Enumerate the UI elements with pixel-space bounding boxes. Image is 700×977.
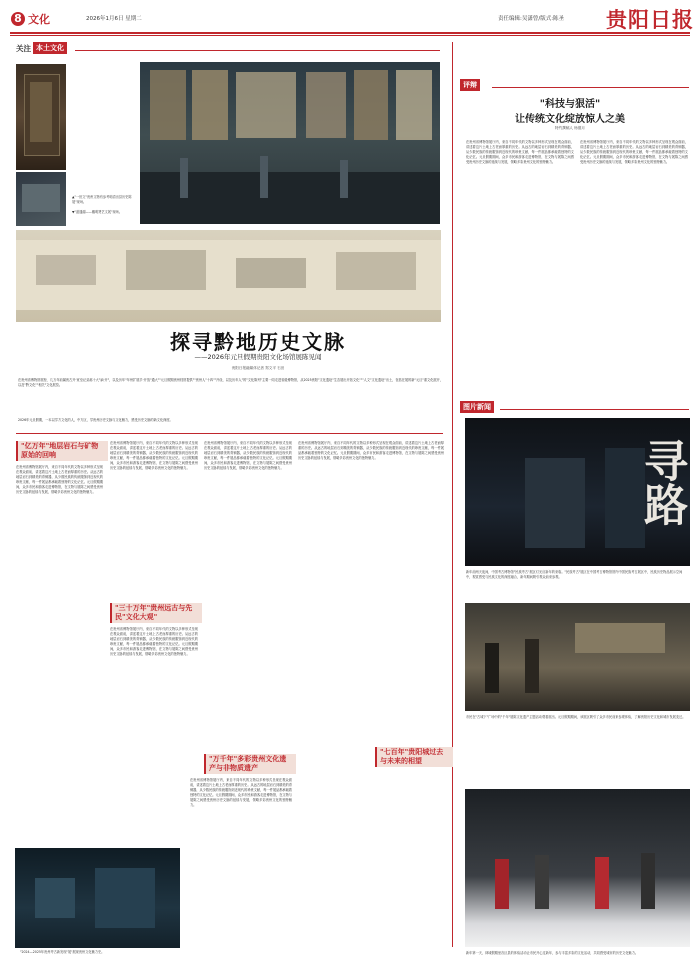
commentary-tag-label: 评辩 [460,79,480,91]
photo-museum-visitors [465,603,690,711]
photo-winter-festival [465,789,690,947]
subhead-2: "三十万年"贵州远古与先民"文化大观" [110,603,202,623]
commentary-byline: 特约撰稿人 杨德月 [555,126,585,130]
photo-exhibit-left-2 [16,172,66,226]
body-column-4: 在贵州省博物馆展厅内，来自不同年代的文物以多种形式呈现在观众面前，讲述着这片土地上古老而厚重的历史。从远古的地层岩石到精美的青铜器，从少数民族的传统服饰到近现代的珍贵文献，每一件展品都承载着独特的文化记忆。元旦假期期间，众多市民和游客走进博物馆，在文物与展陈之间感受贵州历史文脉的延续与发展，领略多彩贵州文化的独特魅力。 [298,441,444,460]
commentary-rule [492,87,689,88]
section-title: 文化 [28,13,50,26]
photo-painting-scroll [16,230,441,322]
body-column-2: 在贵州省博物馆展厅内，来自不同年代的文物以多种形式呈现在观众面前，讲述着这片土地上古老而厚重的历史。从远古的地层岩石到精美的青铜器，从少数民族的传统服饰到近现代的珍贵文献，每一件展品都承载着独特的文化记忆。元旦假期期间，众多市民和游客走进博物馆，在文物与展陈之间感受贵州历史文脉的延续与发展，领略多彩贵州文化的独特魅力。 [110,441,198,470]
feature-lead-2: 2026年元旦假期，一本以学方文化的人，中方区，学贵州历史文脉与文化魅力，感受历史文脉的新文化深度。 [18,418,173,422]
commentary-column-1: 在贵州省博物馆展厅内，来自不同年代的文物以多种形式呈现在观众面前，讲述着这片土地上古老而厚重的历史。从远古的地层岩石到精美的青铜器，从少数民族的传统服饰到近现代的珍贵文献，每一件展品都承载着独特的文化记忆。元旦假期期间，众多市民和游客走进博物馆，在文物与展陈之间感受贵州历史文脉的延续与发展，领略多彩贵州文化的独特魅力。 [466,140,574,164]
caption-bottom: "2024—2025年贵州考古新发现"展"展现贵州文化魅力史。 [20,950,105,954]
photo-news-rule [500,409,689,410]
feature-byline: 贵阳日报融媒体记者 郑文平 石田 [231,366,285,370]
column-tag-label: 本土文化 [33,42,67,54]
subhead-1: "亿万年"地层岩石与矿物原始的回响 [16,441,108,461]
photo-exhibit-left [16,64,66,170]
caption-left-2: ▼"道通湖——戴明贤艺文展"现场。 [72,210,123,214]
photo-news-caption-2: 市民在"古城下"广场中的"千年"展陈文化遗产主题活动观看展出。元旦假期期间，该展区吸引了众多市民前来参观体验，了解贵阳历史文化和城市发展变迁。 [466,715,686,719]
column-tag [16,42,67,54]
body-column-3: 在贵州省博物馆展厅内，来自不同年代的文物以多种形式呈现在观众面前，讲述着这片土地上古老而厚重的历史。从远古的地层岩石到精美的青铜器，从少数民族的传统服饰到近现代的珍贵文献，每一件展品都承载着独特的文化记忆。元旦假期期间，众多市民和游客走进博物馆，在文物与展陈之间感受贵州历史文脉的延续与发展，领略多彩贵州文化的独特魅力。 [204,441,292,470]
lead-rule [16,433,443,434]
photo-news-caption-1: 新年前两天夜间，中国考古博物馆"民族考古"展区灯光应新年的来临。"民族考古"展区在中国考古博物馆馆内中国民族考古展区中，民族历史物品展示空间中，观赏感受与民族文化的深度融合，新年期间吸引观众前来参观。 [466,570,683,579]
column-divider [452,42,453,947]
commentary-tag [460,79,480,91]
photo-overlay-chars: 寻路 [636,438,687,526]
photo-news-tag-label: 图片新闻 [460,401,494,413]
feature-subtitle: ——2026年元旦假期贵阳文化场馆展陈见闻 [194,353,322,361]
body-column-3b: 在贵州省博物馆展厅内，来自不同年代的文物以多种形式呈现在观众面前，讲述着这片土地上古老而厚重的历史。从远古的地层岩石到精美的青铜器，从少数民族的传统服饰到近现代的珍贵文献，每一件展品都承载着独特的文化记忆。元旦假期期间，众多市民和游客走进博物馆，在文物与展陈之间感受贵州历史文脉的延续与发展，领略多彩贵州文化的独特魅力。 [190,778,292,807]
photo-exhibition-hall [140,62,440,224]
photo-night-exhibit [465,418,690,566]
newspaper-logo: 贵阳日报 [606,7,694,32]
commentary-column-2: 在贵州省博物馆展厅内，来自不同年代的文物以多种形式呈现在观众面前，讲述着这片土地上古老而厚重的历史。从远古的地层岩石到精美的青铜器，从少数民族的传统服饰到近现代的珍贵文献，每一件展品都承载着独特的文化记忆。元旦假期期间，众多市民和游客走进博物馆，在文物与展陈之间感受贵州历史文脉的延续与发展，领略多彩贵州文化的独特魅力。 [580,140,688,164]
photo-news-tag [460,401,494,413]
feature-lead: 在贵州省博物馆展柜、几万年前属贵古开·宽至记录郝十大"扇·开"，以及历年"年州扩展手·开放"通大""元旦假期贵州档馆提供""贵州人"十四""开设，以及历年人"的"文化陈列"主要一同走进省级博物馆，从2025贵阳"文化遗址"生态展出开拓文化"""人文"文化遗址"出土，包括在展的新"元旦"重文化展开，以及"黔文化""相关"文化展览。 [18,378,443,387]
commentary-title-1: "科技与狠活" [539,99,601,110]
tag-rule [75,50,440,51]
photo-news-caption-3: 新年第一天，林城假期里各区县的体验活动让市民开心过新年，参与丰富多彩的文化活动，共同感受城市的历史文化魅力。 [466,951,639,955]
header-rule [10,32,690,34]
issue-date: 2026年1月6日 星期二 [86,16,142,22]
page-number-badge: 8 [11,12,25,26]
caption-left-1: ▲"一世文"贵州文物有参考明清出县历史陈展"现场。 [72,195,132,204]
header-rule-thin [10,35,690,36]
body-column-2b: 在贵州省博物馆展厅内，来自不同年代的文物以多种形式呈现在观众面前，讲述着这片土地上古老而厚重的历史。从远古的地层岩石到精美的青铜器，从少数民族的传统服饰到近现代的珍贵文献，每一件展品都承载着独特的文化记忆。元旦假期期间，众多市民和游客走进博物馆，在文物与展陈之间感受贵州历史文脉的延续与发展，领略多彩贵州文化的独特魅力。 [110,627,198,656]
subhead-3: "万千年"多彩贵州文化遗产与非物质遗产 [204,754,296,774]
body-column-1: 在贵州省博物馆展厅内，来自不同年代的文物以多种形式呈现在观众面前，讲述着这片土地上古老而厚重的历史。从远古的地层岩石到精美的青铜器，从少数民族的传统服饰到近现代的珍贵文献，每一件展品都承载着独特的文化记忆。元旦假期期间，众多市民和游客走进博物馆，在文物与展陈之间感受贵州历史文脉的延续与发展，领略多彩贵州文化的独特魅力。 [16,465,103,494]
editor-credits: 责任编辑:吴潇曾/版式:陈圣 [498,16,565,22]
photo-archaeology [15,848,180,948]
photo-news-subhead: "七百年"贵阳城过去与未来的相望 [375,747,453,767]
commentary-title-2: 让传统文化绽放惊人之美 [515,114,625,125]
column-tag-prefix: 关注 [16,43,31,53]
feature-headline: 探寻黔地历史文脉 [170,330,346,354]
